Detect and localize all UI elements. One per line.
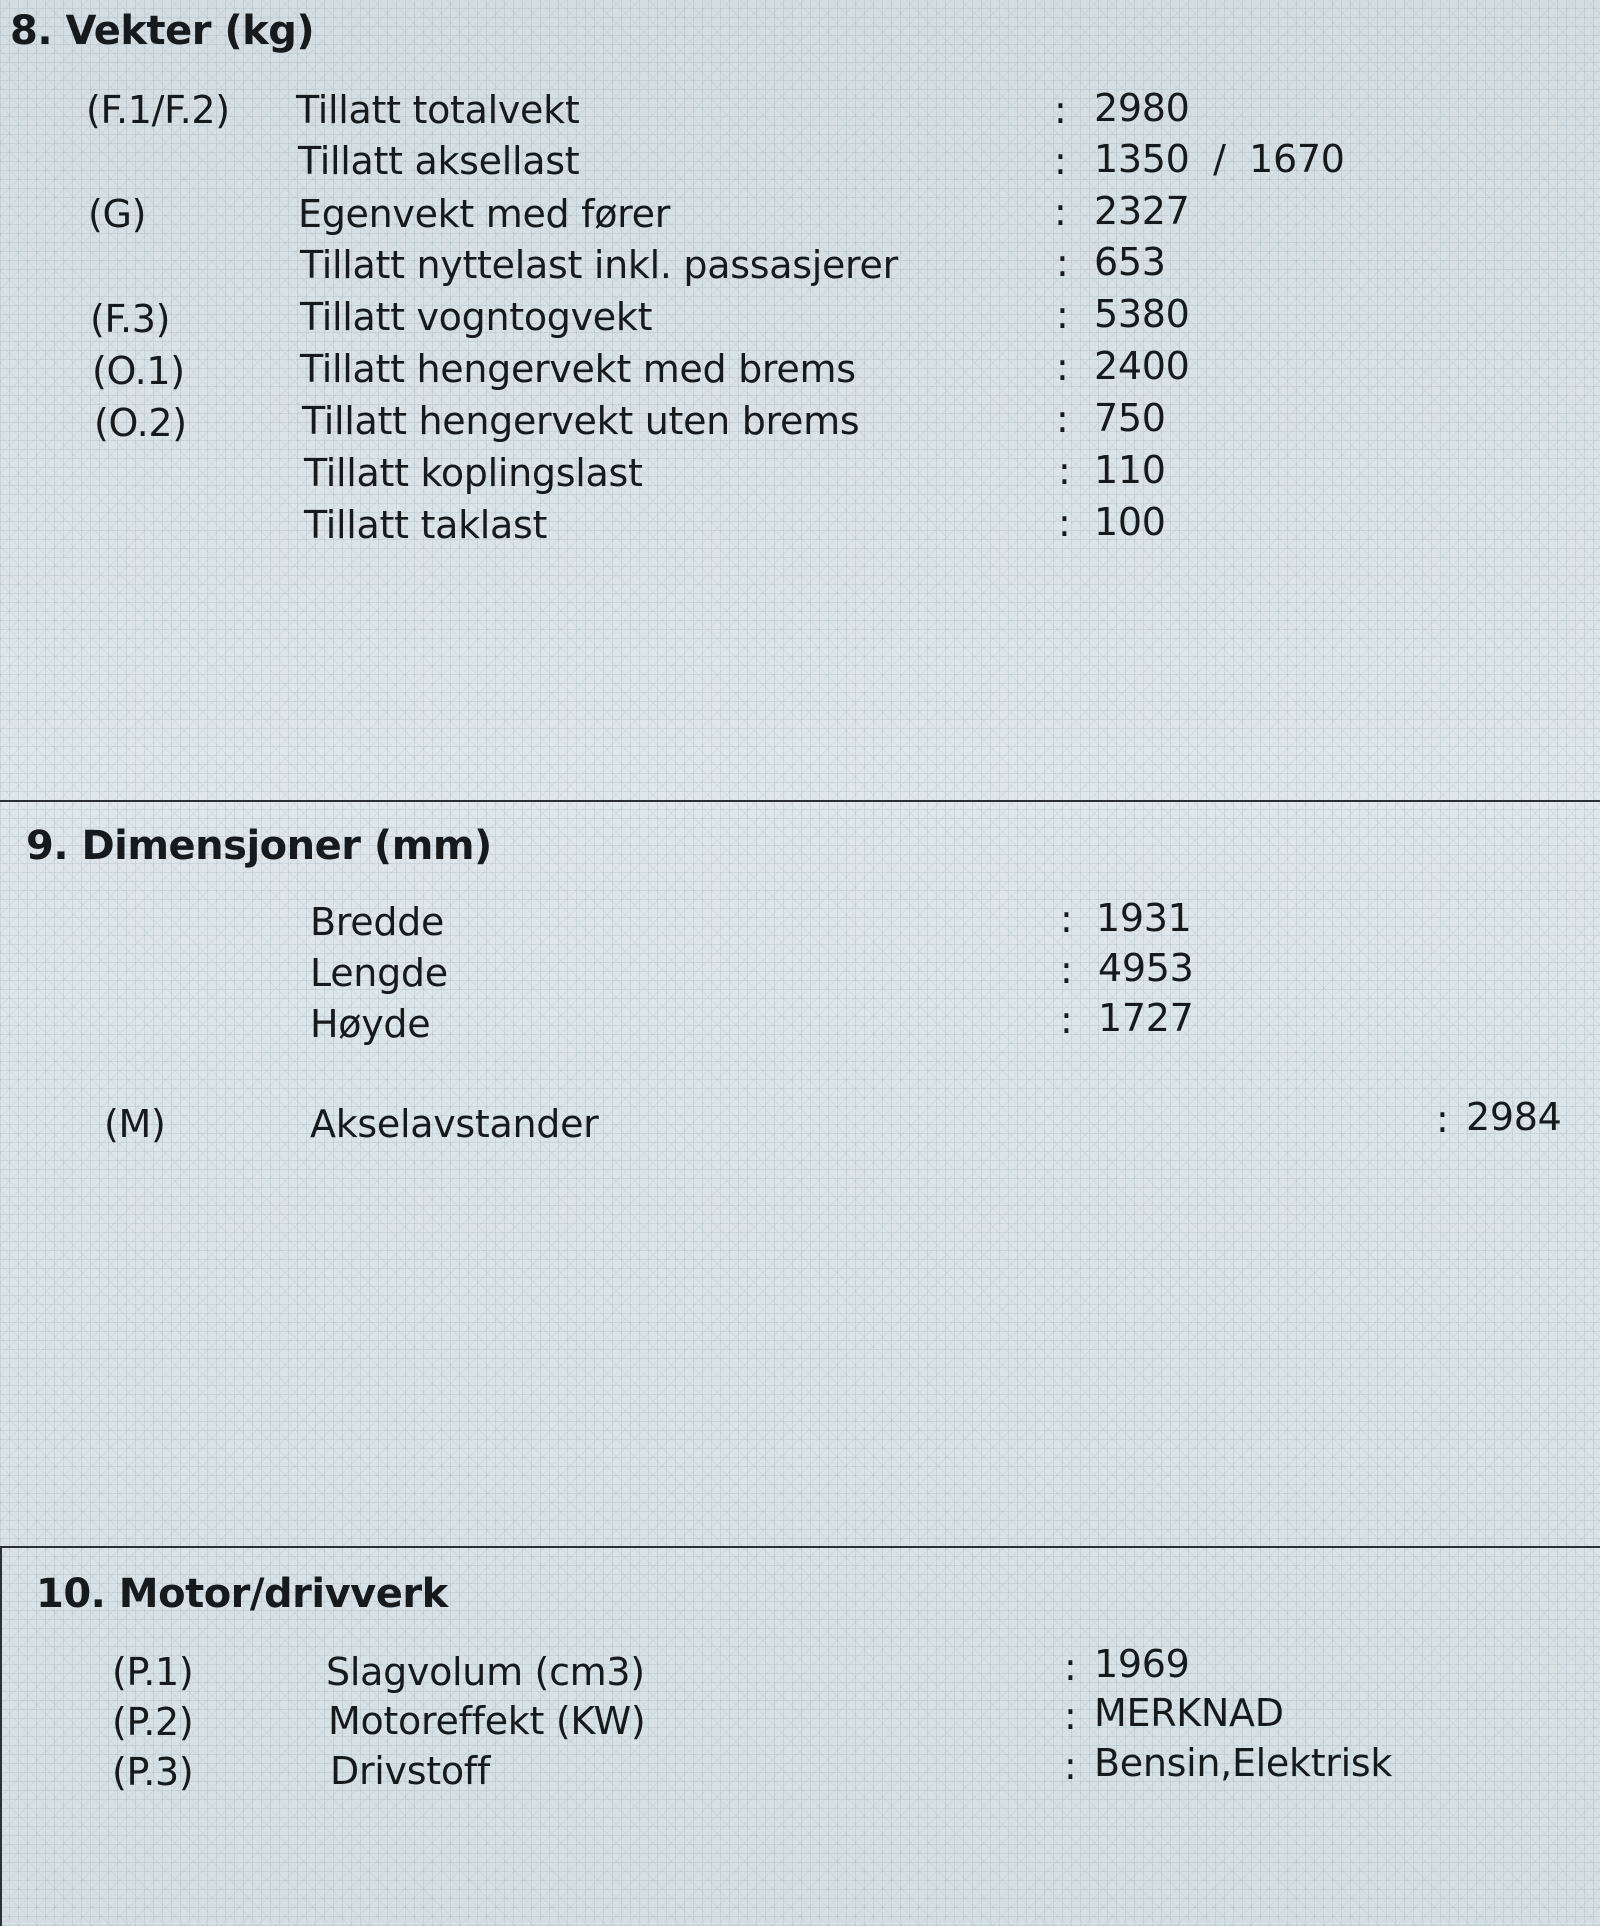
- row-label: Tillatt taklast: [304, 503, 548, 547]
- row-label: Tillatt hengervekt uten brems: [302, 399, 860, 443]
- row-value: 1931: [1096, 896, 1192, 940]
- row-separator: :: [1060, 998, 1073, 1042]
- row-label: Tillatt totalvekt: [296, 88, 580, 132]
- row-code: (P.3): [112, 1750, 194, 1794]
- row-value: 110: [1094, 448, 1166, 492]
- section-9-title: 9. Dimensjoner (mm): [26, 823, 492, 869]
- row-code: (O.1): [92, 349, 185, 393]
- row-code: (G): [88, 192, 147, 236]
- row-separator: :: [1058, 449, 1071, 493]
- left-border: [0, 1546, 2, 1926]
- row-separator: :: [1056, 345, 1069, 389]
- row-label: Tillatt aksellast: [298, 139, 580, 183]
- section-divider: [0, 1546, 1600, 1548]
- row-value: 4953: [1098, 946, 1194, 990]
- row-separator: :: [1056, 241, 1069, 285]
- row-separator: :: [1064, 1645, 1077, 1689]
- row-label: Tillatt koplingslast: [304, 451, 643, 495]
- row-value: 2400: [1094, 344, 1190, 388]
- row-value: 1727: [1098, 996, 1194, 1040]
- row-value: 750: [1094, 396, 1166, 440]
- row-separator: :: [1056, 397, 1069, 441]
- row-label: Tillatt hengervekt med brems: [300, 347, 856, 391]
- row-label: Drivstoff: [330, 1749, 490, 1793]
- row-separator: :: [1054, 88, 1067, 132]
- row-separator: :: [1054, 139, 1067, 183]
- section-8-title: 8. Vekter (kg): [10, 8, 315, 54]
- row-value: 1350 / 1670: [1094, 137, 1345, 181]
- row-label: Lengde: [310, 951, 448, 995]
- row-code: (F.3): [90, 297, 171, 341]
- row-separator: :: [1436, 1097, 1449, 1141]
- row-separator: :: [1060, 897, 1073, 941]
- row-separator: :: [1060, 948, 1073, 992]
- row-value: 2980: [1094, 86, 1190, 130]
- row-code: (P.1): [112, 1650, 194, 1694]
- row-value: MERKNAD: [1094, 1691, 1284, 1735]
- row-value: 5380: [1094, 292, 1190, 336]
- row-value: 100: [1094, 500, 1166, 544]
- row-label: Slagvolum (cm3): [326, 1650, 645, 1694]
- row-code: (M): [104, 1102, 166, 1146]
- section-10-title: 10. Motor/drivverk: [36, 1571, 448, 1617]
- row-value: 2984: [1466, 1095, 1562, 1139]
- row-label: Tillatt nyttelast inkl. passasjerer: [300, 243, 898, 287]
- row-separator: :: [1056, 293, 1069, 337]
- row-value: 653: [1094, 240, 1166, 284]
- row-code: (F.1/F.2): [86, 88, 230, 132]
- row-code: (P.2): [112, 1700, 194, 1744]
- row-label: Bredde: [310, 900, 445, 944]
- row-label: Høyde: [310, 1002, 431, 1046]
- row-value: 1969: [1094, 1642, 1190, 1686]
- row-separator: :: [1064, 1744, 1077, 1788]
- row-separator: :: [1054, 190, 1067, 234]
- row-separator: :: [1064, 1694, 1077, 1738]
- row-code: (O.2): [94, 401, 187, 445]
- row-label: Egenvekt med fører: [298, 192, 671, 236]
- row-value: 2327: [1094, 189, 1190, 233]
- row-separator: :: [1058, 501, 1071, 545]
- section-divider: [0, 800, 1600, 802]
- row-label: Akselavstander: [310, 1102, 599, 1146]
- row-label: Tillatt vogntogvekt: [300, 295, 653, 339]
- row-value: Bensin,Elektrisk: [1094, 1741, 1393, 1785]
- row-label: Motoreffekt (KW): [328, 1699, 646, 1743]
